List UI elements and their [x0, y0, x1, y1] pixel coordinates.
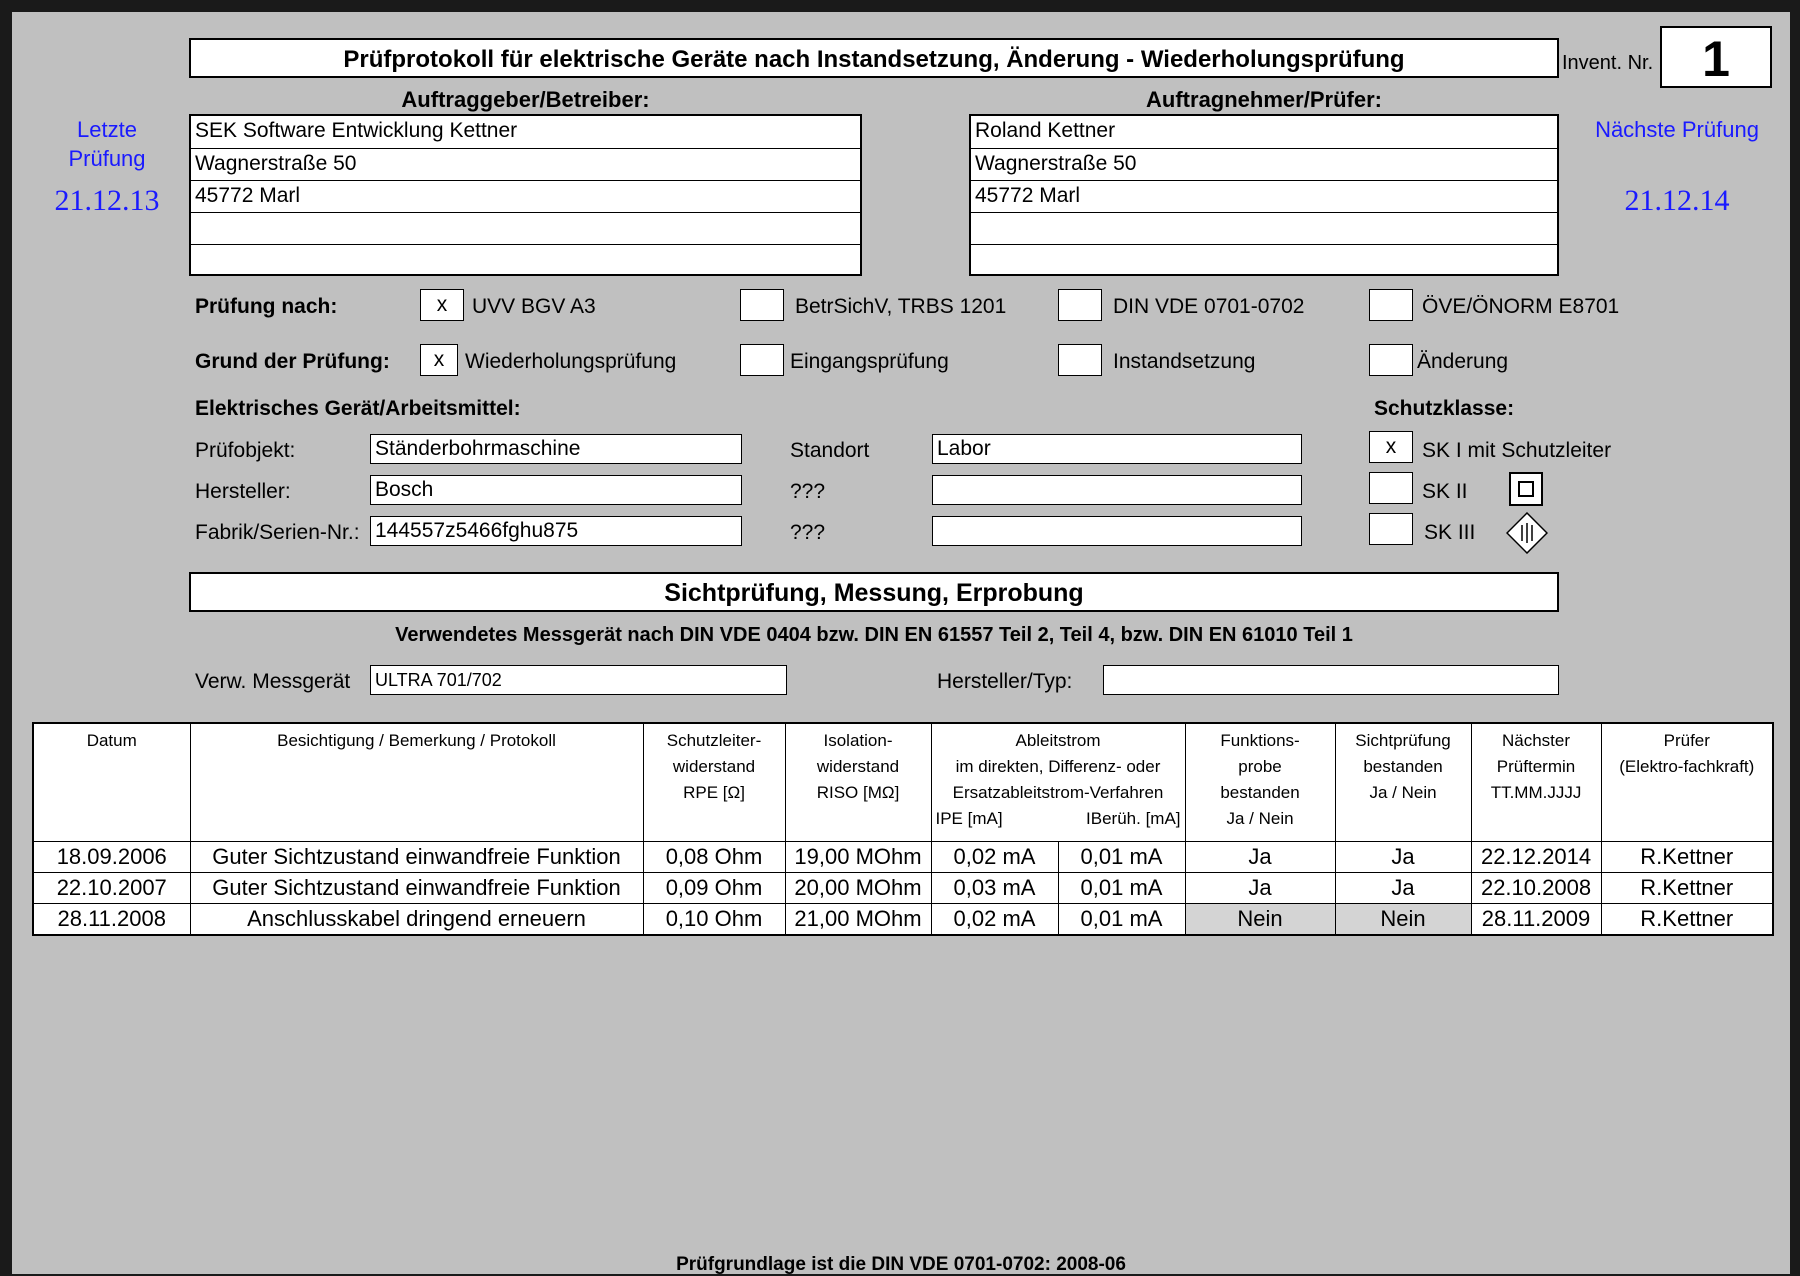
option-din-vde-label: DIN VDE 0701-0702 — [1113, 295, 1305, 318]
hersteller-typ-field[interactable] — [1103, 665, 1559, 695]
header-text: IPE [mA] — [935, 809, 1003, 828]
auftraggeber-block — [189, 114, 862, 276]
cell-funktion[interactable]: Ja — [1185, 841, 1335, 872]
header-text: bestanden — [1220, 783, 1300, 802]
hersteller-label: Hersteller: — [195, 480, 291, 503]
option-aenderung-label: Änderung — [1417, 350, 1509, 373]
cell-rpe[interactable]: 0,09 Ohm — [643, 872, 785, 903]
header-text: Nächster — [1502, 731, 1571, 750]
header-text: Prüftermin — [1496, 757, 1576, 776]
sk2-label: SK II — [1422, 480, 1468, 503]
sk1-label: SK I mit Schutzleiter — [1422, 439, 1612, 462]
option-uvv-label: UVV BGV A3 — [472, 295, 596, 318]
cell-riso[interactable]: 19,00 MOhm — [785, 841, 931, 872]
auftraggeber-line[interactable]: Wagnerstraße 50 — [191, 148, 860, 180]
standort-field[interactable]: Labor — [932, 434, 1302, 464]
checkbox-din-vde[interactable] — [1058, 289, 1102, 321]
cell-pruefer[interactable]: R.Kettner — [1601, 841, 1773, 872]
option-eingang-label: Eingangsprüfung — [790, 350, 949, 373]
auftragnehmer-title: Auftragnehmer/Prüfer: — [1146, 87, 1382, 112]
protocol-sheet — [12, 12, 1790, 1274]
checkbox-eingang[interactable] — [740, 344, 784, 376]
header-text: Funktions- — [1220, 731, 1300, 750]
invent-number: 1 — [1702, 31, 1730, 87]
header-text: Ableitstrom — [1015, 731, 1101, 750]
auftraggeber-line[interactable] — [191, 212, 860, 244]
cell-sicht[interactable]: Nein — [1335, 903, 1471, 935]
auftragnehmer-line[interactable]: 45772 Marl — [971, 180, 1557, 212]
header-text: RPE [Ω] — [683, 783, 745, 802]
serien-label: Fabrik/Serien-Nr.: — [195, 521, 360, 544]
cell-pruefer[interactable]: R.Kettner — [1601, 903, 1773, 935]
checkbox-uvv[interactable]: x — [420, 289, 464, 321]
cell-sicht[interactable]: Ja — [1335, 841, 1471, 872]
messgeraet-field[interactable]: ULTRA 701/702 — [370, 665, 787, 695]
sk3-symbol-icon — [1506, 512, 1548, 554]
unknown-1-label: ??? — [790, 480, 826, 503]
header-text: widerstand — [672, 757, 756, 776]
auftraggeber-line[interactable]: 45772 Marl — [191, 180, 860, 212]
last-test-label-2: Prüfung — [68, 146, 146, 171]
cell-datum[interactable]: 22.10.2007 — [33, 872, 190, 903]
col-pruefer — [1601, 723, 1773, 841]
cell-rpe[interactable]: 0,08 Ohm — [643, 841, 785, 872]
col-datum — [33, 723, 190, 841]
cell-riso[interactable]: 21,00 MOhm — [785, 903, 931, 935]
auftragnehmer-line[interactable] — [971, 244, 1557, 274]
header-text: Ja / Nein — [1369, 783, 1437, 802]
auftragnehmer-block — [969, 114, 1559, 276]
auftraggeber-line[interactable] — [191, 244, 860, 274]
standort-label: Standort — [790, 439, 870, 462]
checkbox-betrsichv[interactable] — [740, 289, 784, 321]
col-rpe — [643, 723, 785, 841]
cell-ipe[interactable]: 0,02 mA — [931, 903, 1058, 935]
col-sicht — [1335, 723, 1471, 841]
cell-rpe[interactable]: 0,10 Ohm — [643, 903, 785, 935]
col-funktion — [1185, 723, 1335, 841]
header-text: (Elektro-fachkraft) — [1619, 757, 1755, 776]
header-text: Besichtigung / Bemerkung / Protokoll — [277, 731, 556, 750]
cell-ipe[interactable]: 0,02 mA — [931, 841, 1058, 872]
header-text: TT.MM.JJJJ — [1490, 783, 1582, 802]
auftraggeber-line[interactable]: SEK Software Entwicklung Kettner — [191, 116, 860, 148]
pruefobjekt-label: Prüfobjekt: — [195, 439, 296, 462]
cell-naechster[interactable]: 22.10.2008 — [1471, 872, 1601, 903]
invent-number-box[interactable] — [1660, 26, 1772, 88]
protocol-table — [32, 722, 1774, 936]
page-title: Prüfprotokoll für elektrische Geräte nach Instandsetzung, Änderung - Wiederholungsprüfung — [343, 46, 1405, 73]
cell-iberueh[interactable]: 0,01 mA — [1058, 903, 1185, 935]
header-text: RISO [MΩ] — [816, 783, 900, 802]
sk2-symbol-icon — [1509, 472, 1543, 506]
messgeraet-label: Verw. Messgerät — [195, 670, 351, 693]
cell-bemerkung[interactable]: Anschlusskabel dringend erneuern — [190, 903, 643, 935]
header-text: Schutzleiter- — [666, 731, 762, 750]
next-test-label: Nächste Prüfung — [1595, 117, 1759, 142]
checkbox-sk3[interactable] — [1369, 513, 1413, 545]
pruefung-nach-label: Prüfung nach: — [195, 295, 338, 318]
cell-datum[interactable]: 18.09.2006 — [33, 841, 190, 872]
header-text: Datum — [86, 731, 137, 750]
hersteller-typ-label: Hersteller/Typ: — [937, 670, 1073, 693]
checkbox-wiederholung[interactable]: x — [420, 344, 458, 376]
cell-naechster[interactable]: 22.12.2014 — [1471, 841, 1601, 872]
cell-funktion[interactable]: Ja — [1185, 872, 1335, 903]
sk3-label: SK III — [1424, 521, 1476, 544]
unknown-2-field[interactable] — [932, 516, 1302, 546]
serien-field[interactable]: 144557z5466fghu875 — [370, 516, 742, 546]
unknown-2-label: ??? — [790, 521, 826, 544]
checkbox-sk1[interactable]: x — [1369, 431, 1413, 463]
geraet-title: Elektrisches Gerät/Arbeitsmittel: — [195, 397, 521, 420]
header-text: IBerüh. [mA] — [1086, 809, 1181, 828]
option-oeve-label: ÖVE/ÖNORM E8701 — [1422, 295, 1620, 318]
cell-datum[interactable]: 28.11.2008 — [33, 903, 190, 935]
checkbox-instandsetzung[interactable] — [1058, 344, 1102, 376]
cell-iberueh[interactable]: 0,01 mA — [1058, 872, 1185, 903]
option-instandsetzung-label: Instandsetzung — [1113, 350, 1256, 373]
col-ableitstrom — [931, 723, 1185, 841]
auftragnehmer-line[interactable] — [971, 212, 1557, 244]
header-text: bestanden — [1363, 757, 1443, 776]
cell-sicht[interactable]: Ja — [1335, 872, 1471, 903]
cell-riso[interactable]: 20,00 MOhm — [785, 872, 931, 903]
header-text: Ersatzableitstrom-Verfahren — [952, 783, 1164, 802]
checkbox-aenderung[interactable] — [1369, 344, 1413, 376]
cell-naechster[interactable]: 28.11.2009 — [1471, 903, 1601, 935]
last-test-date: 21.12.13 — [54, 184, 160, 217]
cell-bemerkung[interactable]: Guter Sichtzustand einwandfreie Funktion — [190, 872, 643, 903]
table-row — [33, 872, 1773, 903]
col-besichtigung — [190, 723, 643, 841]
cell-pruefer[interactable]: R.Kettner — [1601, 872, 1773, 903]
section-title: Sichtprüfung, Messung, Erprobung — [664, 579, 1084, 607]
cell-funktion[interactable]: Nein — [1185, 903, 1335, 935]
table-row — [33, 903, 1773, 935]
auftragnehmer-line[interactable]: Roland Kettner — [971, 116, 1557, 148]
auftraggeber-title: Auftraggeber/Betreiber: — [401, 87, 650, 112]
schutzklasse-title: Schutzklasse: — [1374, 397, 1515, 420]
hersteller-field[interactable]: Bosch — [370, 475, 742, 505]
header-text: probe — [1238, 757, 1282, 776]
section-title-box — [189, 572, 1559, 612]
cell-bemerkung[interactable]: Guter Sichtzustand einwandfreie Funktion — [190, 841, 643, 872]
last-test-label-1: Letzte — [77, 117, 137, 142]
header-text: Isolation- — [823, 731, 893, 750]
option-wiederholung-label: Wiederholungsprüfung — [465, 350, 677, 373]
cell-ipe[interactable]: 0,03 mA — [931, 872, 1058, 903]
checkbox-sk2[interactable] — [1369, 472, 1413, 504]
header-text: im direkten, Differenz- oder — [955, 757, 1161, 776]
next-test-date: 21.12.14 — [1624, 184, 1730, 217]
invent-label: Invent. Nr. — [1562, 52, 1654, 74]
header-text: Ja / Nein — [1226, 809, 1294, 828]
cell-iberueh[interactable]: 0,01 mA — [1058, 841, 1185, 872]
header-text: Prüfer — [1663, 731, 1710, 750]
table-row — [33, 841, 1773, 872]
footer-note: Prüfgrundlage ist die DIN VDE 0701-0702: 2008-06 — [676, 1254, 1126, 1275]
col-riso — [785, 723, 931, 841]
checkbox-oeve[interactable] — [1369, 289, 1413, 321]
title-box — [189, 38, 1559, 78]
unknown-1-field[interactable] — [932, 475, 1302, 505]
header-text: widerstand — [816, 757, 900, 776]
option-betrsichv-label: BetrSichV, TRBS 1201 — [795, 295, 1007, 318]
auftragnehmer-line[interactable]: Wagnerstraße 50 — [971, 148, 1557, 180]
col-naechster — [1471, 723, 1601, 841]
section-subtitle: Verwendetes Messgerät nach DIN VDE 0404 bzw. DIN EN 61557 Teil 2, Teil 4, bzw. DIN EN 61010 Teil 1 — [395, 624, 1353, 646]
table-header-row — [33, 723, 1773, 841]
grund-label: Grund der Prüfung: — [195, 350, 390, 373]
pruefobjekt-field[interactable]: Ständerbohrmaschine — [370, 434, 742, 464]
header-text: Sichtprüfung — [1355, 731, 1451, 750]
